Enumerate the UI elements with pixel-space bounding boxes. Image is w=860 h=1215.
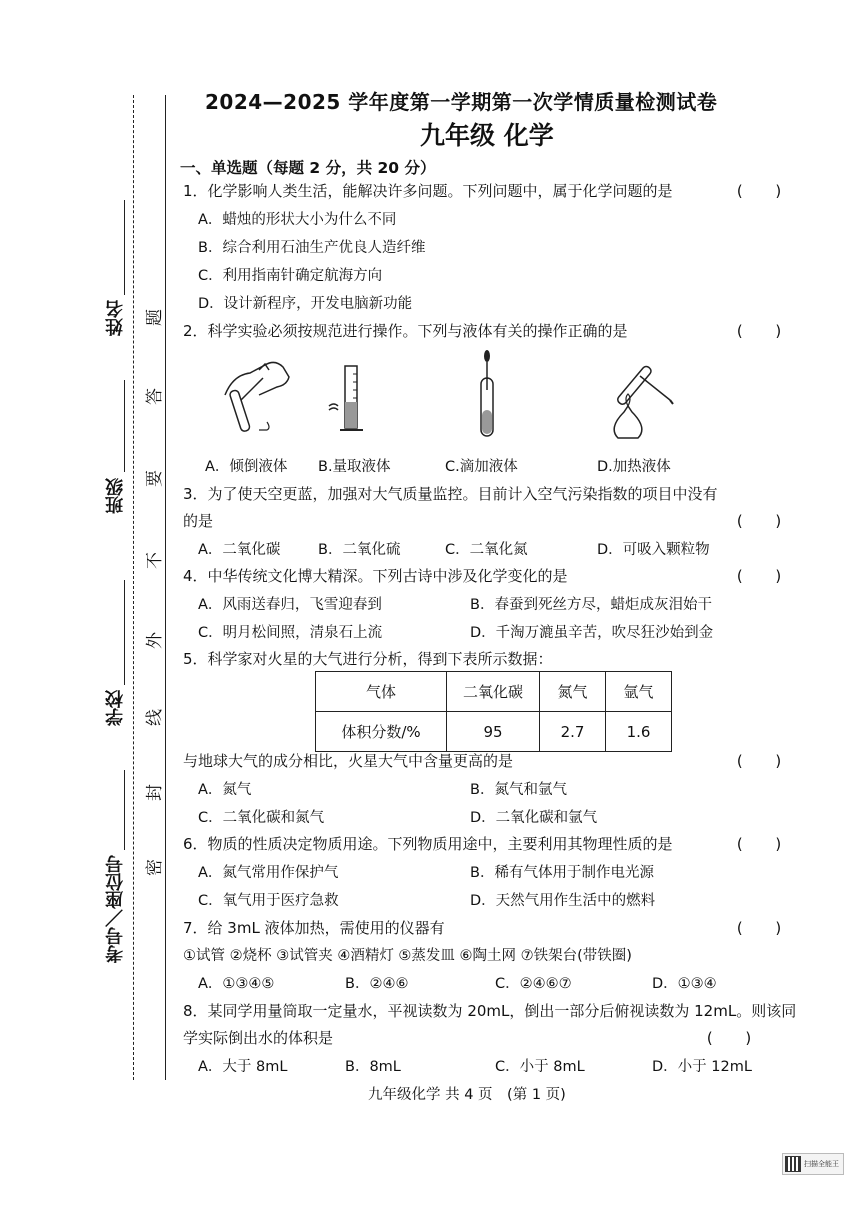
class-label: 班级 [105,478,126,514]
q8-option-d: D．小于 12mL [652,1059,752,1075]
heating-liquid-figure [600,352,680,440]
table-header-row [316,672,672,712]
scanner-badge [782,1153,844,1175]
table-cell: 体积分数/% [316,712,447,752]
q6-option-a: A．氮气常用作保护气 [198,865,339,881]
dropper-figure [475,348,499,440]
q7-stem: 7．给 3mL 液体加热，需使用的仪器有 [183,919,445,937]
q1-option-d: D．设计新程序，开发电脑新功能 [198,296,413,312]
q8-option-a: A．大于 8mL [198,1059,288,1075]
q2-answer-blank[interactable]: ( ) [735,322,784,340]
school-blank[interactable] [124,580,125,685]
q4-option-a: A．风雨送春归，飞雪迎春到 [198,597,382,613]
q3-answer-blank[interactable]: ( ) [735,512,784,530]
q3-stem: 3．为了使天空更蓝，加强对大气质量监控。目前计入空气污染指数的项目中没有 [183,485,718,503]
q8-option-c: C．小于 8mL [495,1059,585,1075]
q8-option-b: B．8mL [345,1059,401,1075]
q7-items: ①试管 ②烧杯 ③试管夹 ④酒精灯 ⑤蒸发皿 ⑥陶土网 ⑦铁架台(带铁圈) [183,948,632,964]
q3-option-a: A．二氧化碳 [198,542,281,558]
q4-answer-blank[interactable]: ( ) [735,567,784,585]
table-row [316,712,672,752]
q3-option-b: B．二氧化硫 [318,542,401,558]
seat-label: 考号／座位号 [105,855,126,963]
page-footer: 九年级化学 共 4 页 (第 1 页) [368,1087,566,1103]
table-cell: 1.6 [606,712,672,752]
table-header-cell: 气体 [316,672,447,712]
q6-option-d: D．天然气用作生活中的燃料 [470,893,656,909]
q6-option-b: B．稀有气体用于制作电光源 [470,865,654,881]
q1-option-c: C．利用指南针确定航海方向 [198,268,383,284]
table-header-cell: 二氧化碳 [447,672,540,712]
binding-solid-line [165,95,166,1080]
table-cell: 95 [447,712,540,752]
exam-subtitle: 九年级 化学 [420,121,554,150]
q8-stem-cont: 学实际倒出水的体积是 [183,1029,334,1047]
seal-char: 外 [145,632,165,649]
scanner-badge-label: 扫描全能王 [804,1160,839,1168]
q4-option-c: C．明月松间照，清泉石上流 [198,625,383,641]
q3-stem-cont: 的是 [183,512,214,530]
seal-char: 要 [145,470,165,487]
q5-option-c: C．二氧化碳和氮气 [198,810,325,826]
qr-code-icon [785,1156,801,1172]
q5-option-b: B．氮气和氩气 [470,782,567,798]
q5-option-d: D．二氧化碳和氩气 [470,810,598,826]
q5-stem-cont: 与地球大气的成分相比，火星大气中含量更高的是 [183,752,514,770]
seal-char: 密 [145,859,165,876]
q1-answer-blank[interactable]: ( ) [735,182,784,200]
q6-answer-blank[interactable]: ( ) [735,835,784,853]
q7-option-a: A．①③④⑤ [198,976,275,992]
q7-option-b: B．②④⑥ [345,976,409,992]
q7-answer-blank[interactable]: ( ) [735,919,784,937]
q3-option-c: C．二氧化氮 [445,542,528,558]
q4-option-d: D．千淘万漉虽辛苦，吹尽狂沙始到金 [470,625,714,641]
q2-stem: 2．科学实验必须按规范进行操作。下列与液体有关的操作正确的是 [183,322,628,340]
q6-stem: 6．物质的性质决定物质用途。下列物质用途中，主要利用其物理性质的是 [183,835,673,853]
q3-option-d: D．可吸入颗粒物 [597,542,710,558]
seal-char: 答 [145,388,165,405]
seal-char: 不 [145,552,165,569]
section-heading: 一、单选题（每题 2 分，共 20 分） [180,159,436,177]
seal-char: 题 [145,309,165,326]
name-label: 姓名 [105,300,126,336]
q5-answer-blank[interactable]: ( ) [735,752,784,770]
q8-answer-blank[interactable]: ( ) [705,1029,754,1047]
q6-option-c: C．氧气用于医疗急救 [198,893,339,909]
q5-stem: 5．科学家对火星的大气进行分析，得到下表所示数据： [183,650,553,668]
q5-option-a: A．氮气 [198,782,252,798]
exam-title: 2024—2025 学年度第一学期第一次学情质量检测试卷 [205,90,718,114]
name-blank[interactable] [124,200,125,295]
q2-option-b: B.量取液体 [318,459,391,475]
mars-atmosphere-table [315,671,672,752]
table-header-cell: 氮气 [540,672,606,712]
seal-char: 线 [145,709,165,726]
q2-option-c: C.滴加液体 [445,459,518,475]
school-label: 学校 [105,690,126,726]
seal-char: 封 [145,784,165,801]
q1-option-b: B．综合利用石油生产优良人造纤维 [198,240,426,256]
table-cell: 2.7 [540,712,606,752]
q4-option-b: B．春蚕到死丝方尽，蜡炬成灰泪始干 [470,597,712,613]
measuring-cylinder-figure [325,362,375,437]
table-header-cell: 氩气 [606,672,672,712]
binding-dashed-line [133,95,134,1080]
pouring-liquid-figure [215,350,295,440]
q7-option-d: D．①③④ [652,976,717,992]
q2-option-a: A．倾倒液体 [205,459,288,475]
q7-option-c: C．②④⑥⑦ [495,976,572,992]
class-blank[interactable] [124,380,125,472]
q1-option-a: A．蜡烛的形状大小为什么不同 [198,212,397,228]
q2-option-d: D.加热液体 [597,459,671,475]
seat-blank[interactable] [124,770,125,850]
q4-stem: 4．中华传统文化博大精深。下列古诗中涉及化学变化的是 [183,567,568,585]
q1-stem: 1．化学影响人类生活，能解决许多问题。下列问题中，属于化学问题的是 [183,182,673,200]
q8-stem: 8．某同学用量筒取一定量水，平视读数为 20mL，倒出一部分后俯视读数为 12mL。则该同 [183,1002,797,1020]
